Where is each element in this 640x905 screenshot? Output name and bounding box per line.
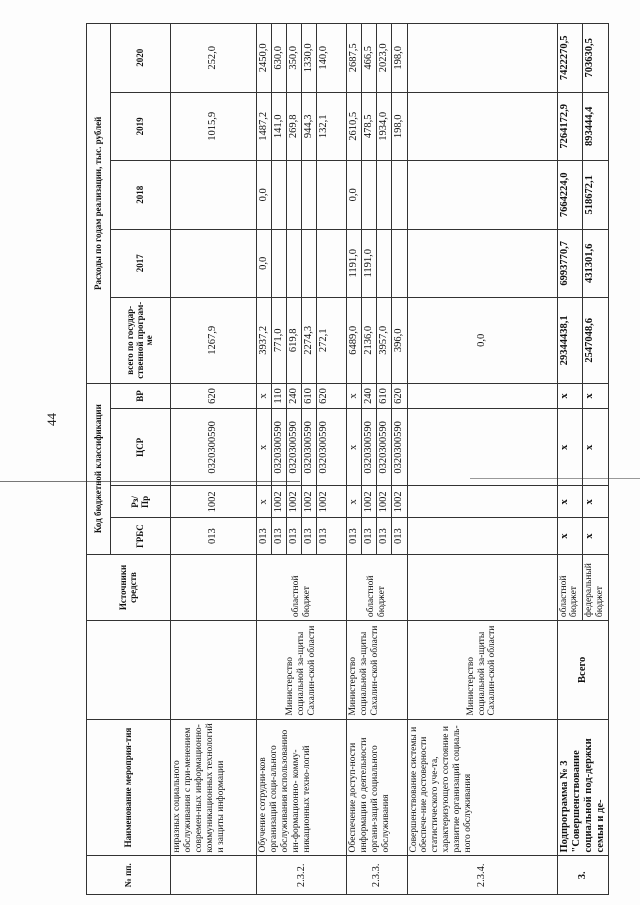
row-number: 3.: [557, 856, 608, 895]
measure-name: Обеспечение доступ-ности информации о деятельности органи-заций социального обслуживания: [347, 719, 407, 856]
col-name-header: Наименование мероприя-тия: [87, 719, 171, 856]
col-grbs-header: ГРБС: [111, 518, 171, 554]
table-row: 013 1002 0320300590 240 2136,0 1191,0 478,5 466,5: [362, 24, 377, 895]
kbk-group-header: Код бюджетной классификации: [87, 383, 111, 554]
executor: Министерство социальной за-щиты Сахалин-ской области: [347, 621, 407, 719]
table-row: 2.3.3. Обеспечение доступ-ности информации о деятельности органи-заций социального обслуживания Министерство социальной за-щиты Сахалин-ской области областной бюджет 013 х х х 6489,0 1191,0 0,0 2610,5 2687,5: [347, 24, 362, 895]
col-2019-header: 2019: [111, 92, 171, 160]
table-row: 013 1002 0320300590 610 2274,3 944,3 1330,0: [302, 24, 317, 895]
row-number: 2.3.4.: [407, 856, 557, 895]
table-row: 013 1002 0320300590 610 3957,0 1934,0 2023,0: [377, 24, 392, 895]
budget-table: [86, 23, 609, 895]
table-row: федеральный бюджет х х х х 2547048,6 431301,6 518672,1 893444,4 703630,5: [583, 24, 609, 895]
funding-source: областной бюджет: [347, 554, 407, 620]
table-row: 013 1002 0320300590 620 396,0 198,0 198,0: [392, 24, 407, 895]
col-rzpr-header: Рз/ Пр: [111, 486, 171, 518]
col-executor-header: [87, 621, 171, 719]
col-total-header: всего по государ-ственной програм-ме: [111, 298, 171, 384]
subprogram-name: Подпрограмма № 3 "Совершенствование социальной под-держки семьи и де-: [557, 719, 608, 856]
col-no-header: № пп.: [87, 856, 171, 895]
executor: Всего: [557, 621, 608, 719]
funding-source: областной бюджет: [257, 554, 347, 620]
row-number: 2.3.2.: [257, 856, 347, 895]
continuation-name: ниразных социального обслуживания с при-менением современ-ных информационно-коммуникационных технологий и защиты информации: [171, 719, 257, 856]
expenses-group-header: Расходы по годам реализации, тыс. рублей: [87, 24, 111, 384]
table-row: 2.3.4. Совершенствование системы и обеспече-ние достоверности статистического уче-та, характеризующего состояние и развитие организаций социаль-ного обслуживания Министерство социальной за-щиты Сахалин-ской области 0,0: [407, 24, 557, 895]
executor: Министерство социальной за-щиты Сахалин-ской области: [407, 621, 557, 719]
rotated-table-wrapper: [86, 11, 616, 905]
table-row: 013 1002 0320300590 240 619,8 269,8 350,0: [287, 24, 302, 895]
measure-name: Обучение сотрудни-ков организаций соци-ального обслуживания использованию ин-формационно- комму-никационных техно-логий: [257, 719, 347, 856]
table-row: 3. Подпрограмма № 3 "Совершенствование социальной под-держки семьи и де- Всего областной бюджет х х х х 29344438,1 6993770,7 7664224,0 7264172,9 7422270,5: [557, 24, 583, 895]
col-csr-header: ЦСР: [111, 409, 171, 486]
table-row: ниразных социального обслуживания с при-менением современ-ных информационно-коммуникационных технологий и защиты информации 013 1002 0320300590 620 1267,9 1015,9 252,0: [171, 24, 257, 895]
page-number: 44: [44, 413, 59, 426]
col-vr-header: ВР: [111, 383, 171, 409]
col-source-header: Источники средств: [87, 554, 171, 620]
table-row: 013 1002 0320300590 110 771,0 141,0 630,0: [272, 24, 287, 895]
measure-name: Совершенствование системы и обеспече-ние достоверности статистического уче-та, характеризующего состояние и развитие организаций социаль-ного обслуживания: [407, 719, 557, 856]
col-2018-header: 2018: [111, 161, 171, 229]
col-2017-header: 2017: [111, 229, 171, 297]
table-row: 2.3.2. Обучение сотрудни-ков организаций соци-ального обслуживания использованию ин-формационно- комму-никационных техно-логий Министерство социальной за-щиты Сахалин-ской области областной бюджет 013 х х х 3937,2 0,0 0,0 1487,2 2450,0: [257, 24, 272, 895]
table-row: 013 1002 0320300590 620 272,1 132,1 140,0: [317, 24, 347, 895]
col-2020-header: 2020: [111, 24, 171, 93]
executor: Министерство социальной за-щиты Сахалин-ской области: [257, 621, 347, 719]
row-number: 2.3.3.: [347, 856, 407, 895]
